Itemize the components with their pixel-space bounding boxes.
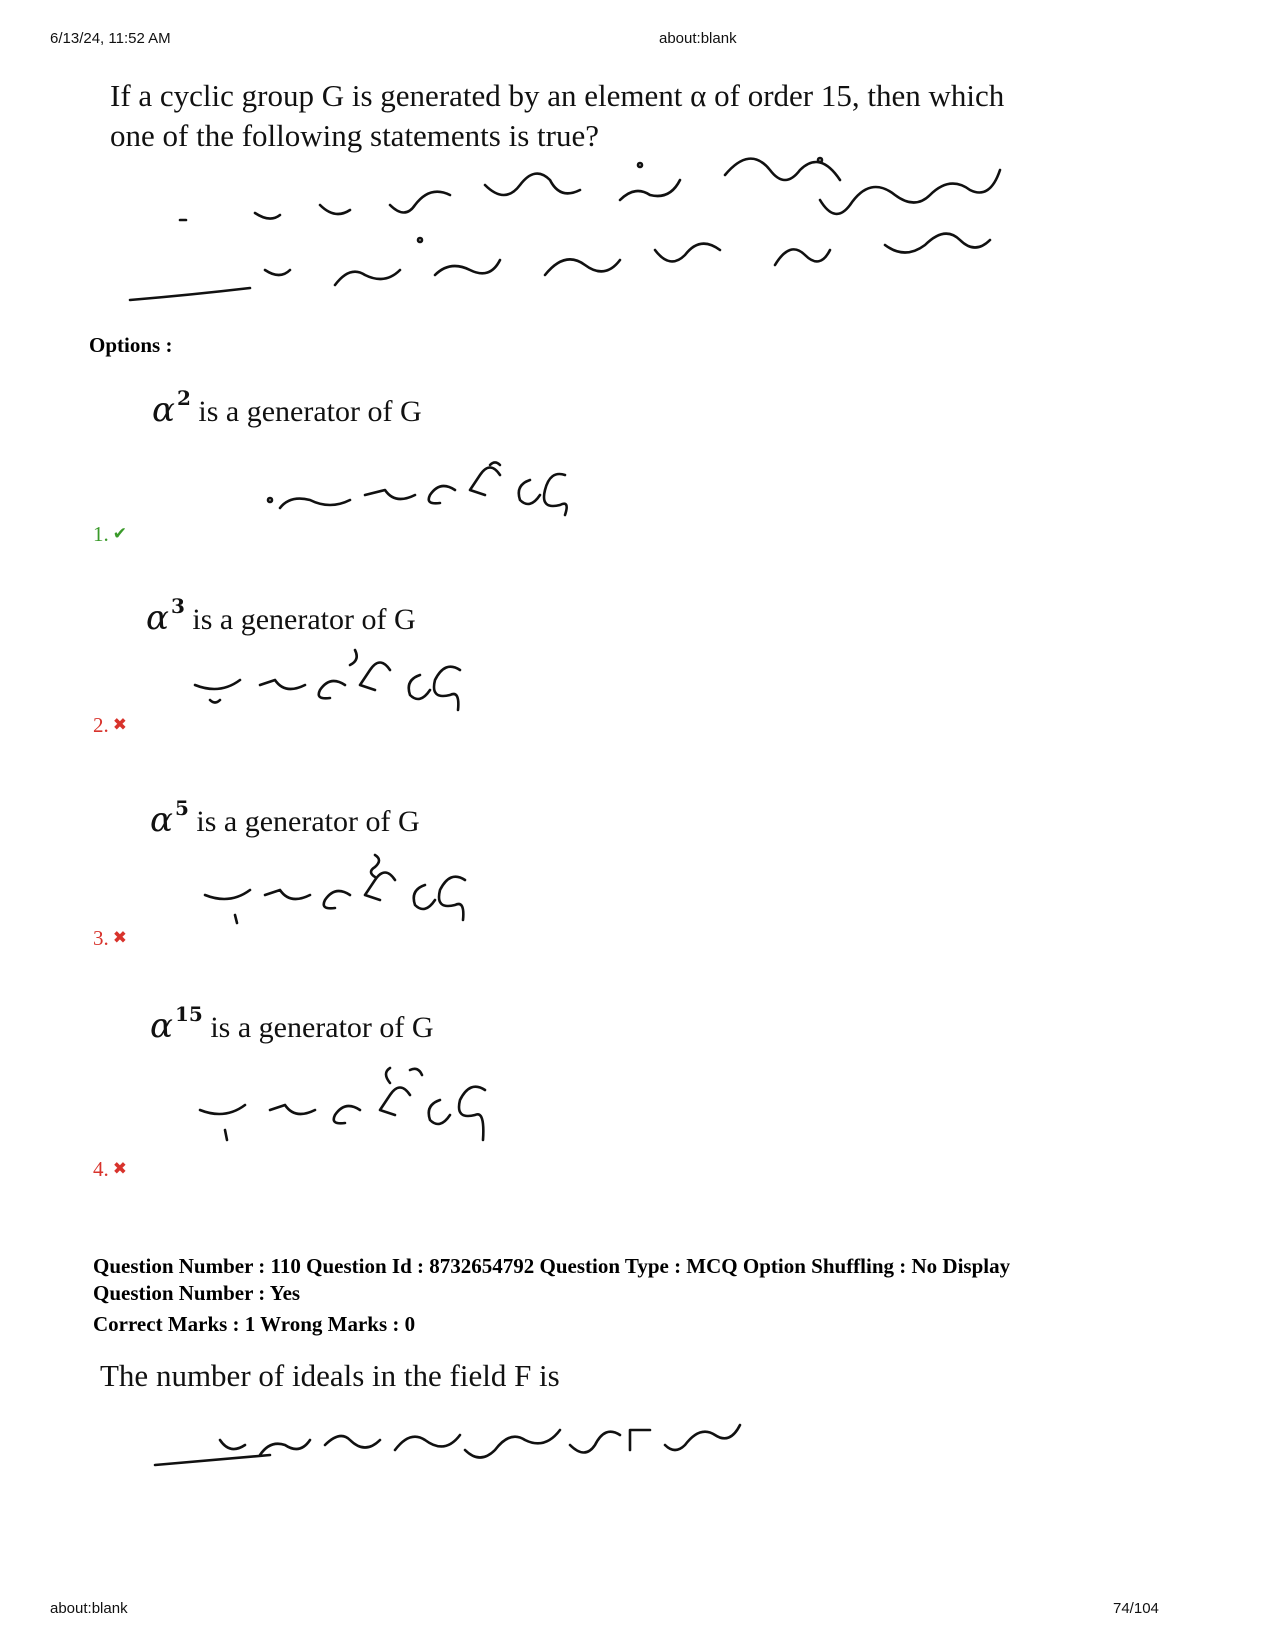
option-2-label: is a generator of G xyxy=(184,603,416,636)
print-datetime: 6/13/24, 11:52 AM xyxy=(50,30,171,47)
question-text-line2: one of the following statements is true? xyxy=(110,118,599,153)
cross-icon: ✖ xyxy=(112,715,127,735)
option-3-number-row xyxy=(93,926,127,951)
page-counter: 74/104 xyxy=(1113,1600,1159,1617)
option-4-number-row xyxy=(93,1157,127,1182)
option-2-base: α xyxy=(146,598,169,638)
question-110-text: The number of ideals in the field F is xyxy=(100,1358,560,1393)
option-1-label: is a generator of G xyxy=(190,395,422,428)
option-4-text xyxy=(150,1002,434,1046)
question-text-line1: If a cyclic group G is generated by an element α of order 15, then which xyxy=(110,78,1005,113)
question-110-meta-line3: Correct Marks : 1 Wrong Marks : 0 xyxy=(93,1312,416,1336)
option-3-number: 3. xyxy=(93,926,109,950)
option-1-exponent: 2 xyxy=(176,386,191,410)
cross-icon: ✖ xyxy=(112,928,127,948)
cross-icon: ✖ xyxy=(112,1159,127,1179)
check-icon: ✔ xyxy=(112,524,127,544)
option-3-urdu-handwriting xyxy=(195,845,485,930)
print-url-header: about:blank xyxy=(659,30,737,47)
option-2-number-row xyxy=(93,713,127,738)
option-3-exponent: 5 xyxy=(174,796,189,820)
option-2-text xyxy=(146,594,416,638)
question-110-meta-line2: Question Number : Yes xyxy=(93,1281,301,1305)
option-1-base: α xyxy=(152,390,175,430)
option-4-number: 4. xyxy=(93,1157,109,1181)
option-2-urdu-handwriting xyxy=(180,640,480,720)
question-110-meta xyxy=(93,1253,1010,1338)
option-1-number: 1. xyxy=(93,522,109,546)
question-110-urdu-handwriting xyxy=(150,1410,750,1485)
option-3-label: is a generator of G xyxy=(188,805,420,838)
option-2-number: 2. xyxy=(93,713,109,737)
option-1-text xyxy=(152,386,422,430)
option-2-exponent: 3 xyxy=(170,594,185,618)
print-url-footer: about:blank xyxy=(50,1600,128,1617)
option-4-base: α xyxy=(150,1006,173,1046)
options-label: Options : xyxy=(89,333,173,357)
option-4-label: is a generator of G xyxy=(202,1011,434,1044)
option-1-urdu-handwriting xyxy=(255,455,585,520)
option-3-text xyxy=(150,796,420,840)
urdu-translation-handwriting xyxy=(120,140,1020,315)
question-110-meta-line1: Question Number : 110 Question Id : 8732654792 Question Type : MCQ Option Shuffling : No Display xyxy=(93,1254,1011,1278)
option-3-base: α xyxy=(150,800,173,840)
option-4-exponent: 15 xyxy=(174,1002,203,1026)
option-1-number-row xyxy=(93,522,127,547)
option-4-urdu-handwriting xyxy=(185,1060,505,1155)
